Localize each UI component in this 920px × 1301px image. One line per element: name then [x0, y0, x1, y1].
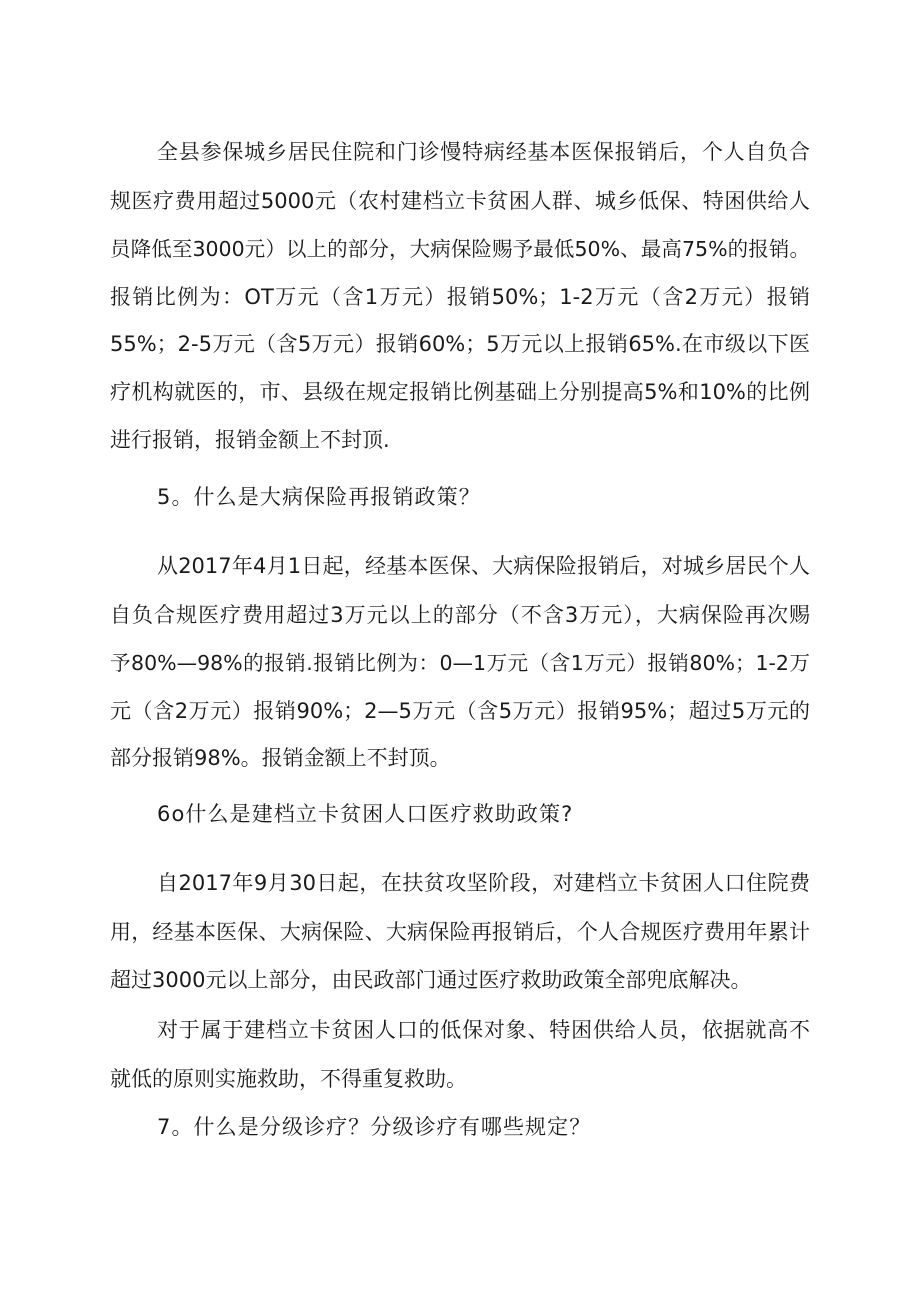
- section-heading-5: 5。什么是大病保险再报销政策？: [157, 485, 481, 509]
- paragraph-3-line-1: 自2017年9月30日起，在扶贫攻坚阶段，对建档立卡贫困人口住院费: [157, 871, 810, 895]
- paragraph-3-line-3: 超过3000元以上部分，由民政部门通过医疗救助政策全部兜底解决。: [110, 968, 752, 992]
- paragraph-1-line-7: 进行报销，报销金额上不封顶.: [110, 428, 390, 452]
- paragraph-2-line-2: 自负合规医疗费用超过3万元以上的部分（不含3万元），大病保险再次赐: [110, 603, 810, 627]
- paragraph-3-line-2: 用，经基本医保、大病保险、大病保险再报销后，个人合规医疗费用年累计: [110, 920, 810, 944]
- section-heading-7: 7。什么是分级诊疗？分级诊疗有哪些规定？: [157, 1115, 592, 1139]
- paragraph-2-line-1: 从2017年4月1日起，经基本医保、大病保险报销后，对城乡居民个人: [157, 554, 810, 578]
- paragraph-1-line-3: 员降低至3000元）以上的部分，大病保险赐予最低50%、最高75%的报销。: [110, 237, 810, 261]
- paragraph-4-line-2: 就低的原则实施救助，不得重复救助。: [110, 1067, 467, 1091]
- paragraph-1-line-6: 疗机构就医的，市、县级在规定报销比例基础上分别提高5%和10%的比例: [110, 380, 810, 404]
- paragraph-4-line-1: 对于属于建档立卡贫困人口的低保对象、特困供给人员，依据就高不: [157, 1018, 810, 1042]
- paragraph-2-line-4: 元（含2万元）报销90%；2—5万元（含5万元）报销95%；超过5万元的: [110, 699, 810, 723]
- paragraph-1-line-2: 规医疗费用超过5000元（农村建档立卡贫困人群、城乡低保、特困供给人: [110, 189, 810, 213]
- paragraph-1-line-1: 全县参保城乡居民住院和门诊慢特病经基本医保报销后，个人自负合: [157, 140, 810, 164]
- paragraph-2-line-3: 予80%—98%的报销.报销比例为：0—1万元（含1万元）报销80%；1-2万: [110, 651, 810, 675]
- paragraph-1-line-5: 55%；2-5万元（含5万元）报销60%；5万元以上报销65%.在市级以下医: [110, 332, 810, 356]
- paragraph-1-line-4: 报销比例为：OT万元（含1万元）报销50%；1-2万元（含2万元）报销: [110, 285, 810, 309]
- section-heading-6: 6o什么是建档立卡贫困人口医疗救助政策?: [157, 802, 574, 826]
- paragraph-2-line-5: 部分报销98%。报销金额上不封顶。: [110, 746, 451, 770]
